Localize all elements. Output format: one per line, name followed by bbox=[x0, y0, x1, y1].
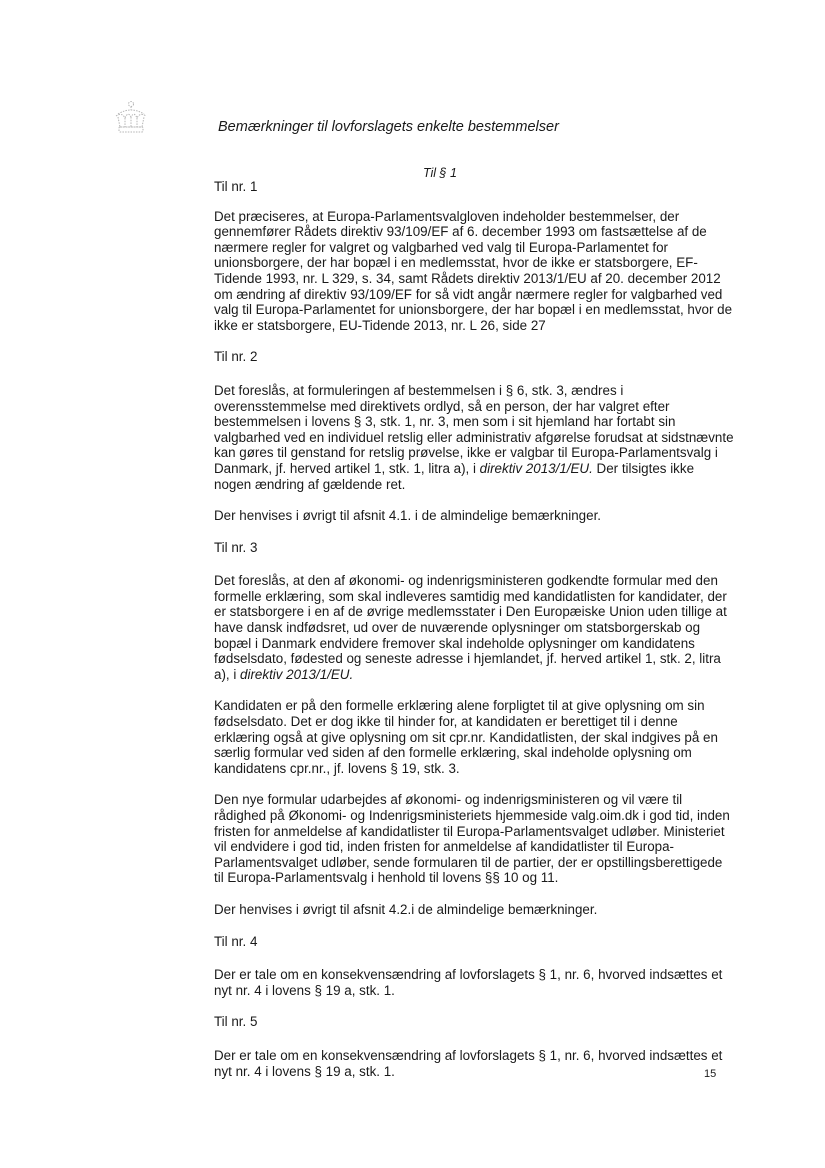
paragraph: Kandidaten er på den formelle erklæring alene forpligtet til at give oplysning om sin fødselsdato. Det er dog ikke til hinder for, at kandidaten er berettiget til i denne erklæring også at give oplysning om sit cpr.nr. Kandidatlisten, der skal indgives på en særlig formular ved siden af den formelle erklæring, skal indeholde oplysning om kandidatens cpr.nr., jf. lovens § 19, stk. 3. bbox=[214, 698, 718, 776]
paragraph: Det foreslås, at den af økonomi- og indenrigsministeren godkendte formular med den formelle erklæring, som skal indleveres samtidig med kandidatlisten for kandidater, der er statsborgere i en af de øvrige medlemsstater i Den Europæiske Union uden tillige at have dansk indfødsret, ud over de nuværende oplysninger om statsborgerskab og bopæl i Danmark endvidere fremover skal indeholde oplysninger om kandidatens fødselsdato, fødested og seneste adresse i hjemlandet, jf. herved artikel 1, stk. 2, litra a), i direktiv 2013/1/EU. bbox=[214, 573, 727, 682]
item-label-nr-1: Til nr. 1 bbox=[214, 179, 258, 194]
item-label-nr-3: Til nr. 3 bbox=[214, 539, 258, 555]
paragraph: Den nye formular udarbejdes af økonomi- og indenrigsministeren og vil være til rådighed på Økonomi- og Indenrigsministeriets hjemmeside valg.oim.dk i god tid, inden fristen for anmeldelse af kandidatlister til Europa-Parlamentsvalget udløber. Ministeriet vil endvidere i god tid, inden fristen for anmeldelse af kandidatlister til Europa-Parlamentsvalget udløber, sende formularen til de partier, der er opstillingsberettigede til Europa-Parlamentsvalg i henhold til lovens §§ 10 og 11. bbox=[214, 792, 730, 886]
page-number: 15 bbox=[704, 1068, 717, 1080]
body-text bbox=[214, 179, 734, 1095]
section-title: Til § 1 bbox=[423, 166, 457, 180]
paragraph: Der er tale om en konsekvensændring af lovforslagets § 1, nr. 6, hvorved indsættes et nyt nr. 4 i lovens § 19 a, stk. 1. bbox=[214, 967, 723, 998]
paragraph: Der er tale om en konsekvensændring af lovforslagets § 1, nr. 6, hvorved indsættes et nyt nr. 4 i lovens § 19 a, stk. 1. bbox=[214, 1047, 723, 1079]
paragraph: Det foreslås, at formuleringen af bestemmelsen i § 6, stk. 3, ændres i overensstemmelse med direktivets ordlyd, så en person, der har valgret efter bestemmelsen i lovens § 3, stk. 1, nr. 3, men som i sit hjemland har fortabt sin valgbarhed ved en individuel retslig eller administrativ afgørelse forudsat at sidstnævnte kan gøres til genstand for retslig prøvelse, ikke er valgbar til Europa-Parlamentsvalg i Danmark, jf. herved artikel 1, stk. 1, litra a), i direktiv 2013/1/EU. Der tilsigtes ikke nogen ændring af gældende ret. bbox=[214, 382, 734, 492]
crown-logo-icon bbox=[112, 100, 150, 136]
paragraph: Der henvises i øvrigt til afsnit 4.2.i de almindelige bemærkninger. bbox=[214, 901, 598, 917]
item-label-nr-2: Til nr. 2 bbox=[214, 349, 258, 365]
document-header: Bemærkninger til lovforslagets enkelte bestemmelser bbox=[218, 119, 559, 135]
paragraph: Det præciseres, at Europa-Parlamentsvalgloven indeholder bestemmelser, der gennemfører Rådets direktiv 93/109/EF af 6. december 1993 om fastsættelse af de nærmere regler for valgret og valgbarhed ved valg til Europa-Parlamentet for unionsborgere, der har bopæl i en medlemsstat, hvor de ikke er statsborgere, EF-Tidende 1993, nr. L 329, s. 34, samt Rådets direktiv 2013/1/EU af 20. december 2012 om ændring af direktiv 93/109/EF for så vidt angår nærmere regler for valgbarhed ved valg til Europa-Parlamentet for unionsborgere, der har bopæl i en medlemsstat, hvor de ikke er statsborgere, EU-Tidende 2013, nr. L 26, side 27 bbox=[214, 208, 733, 333]
item-label-nr-5: Til nr. 5 bbox=[214, 1014, 258, 1030]
paragraph: Der henvises i øvrigt til afsnit 4.1. i de almindelige bemærkninger. bbox=[214, 508, 602, 524]
item-label-nr-4: Til nr. 4 bbox=[214, 933, 258, 949]
